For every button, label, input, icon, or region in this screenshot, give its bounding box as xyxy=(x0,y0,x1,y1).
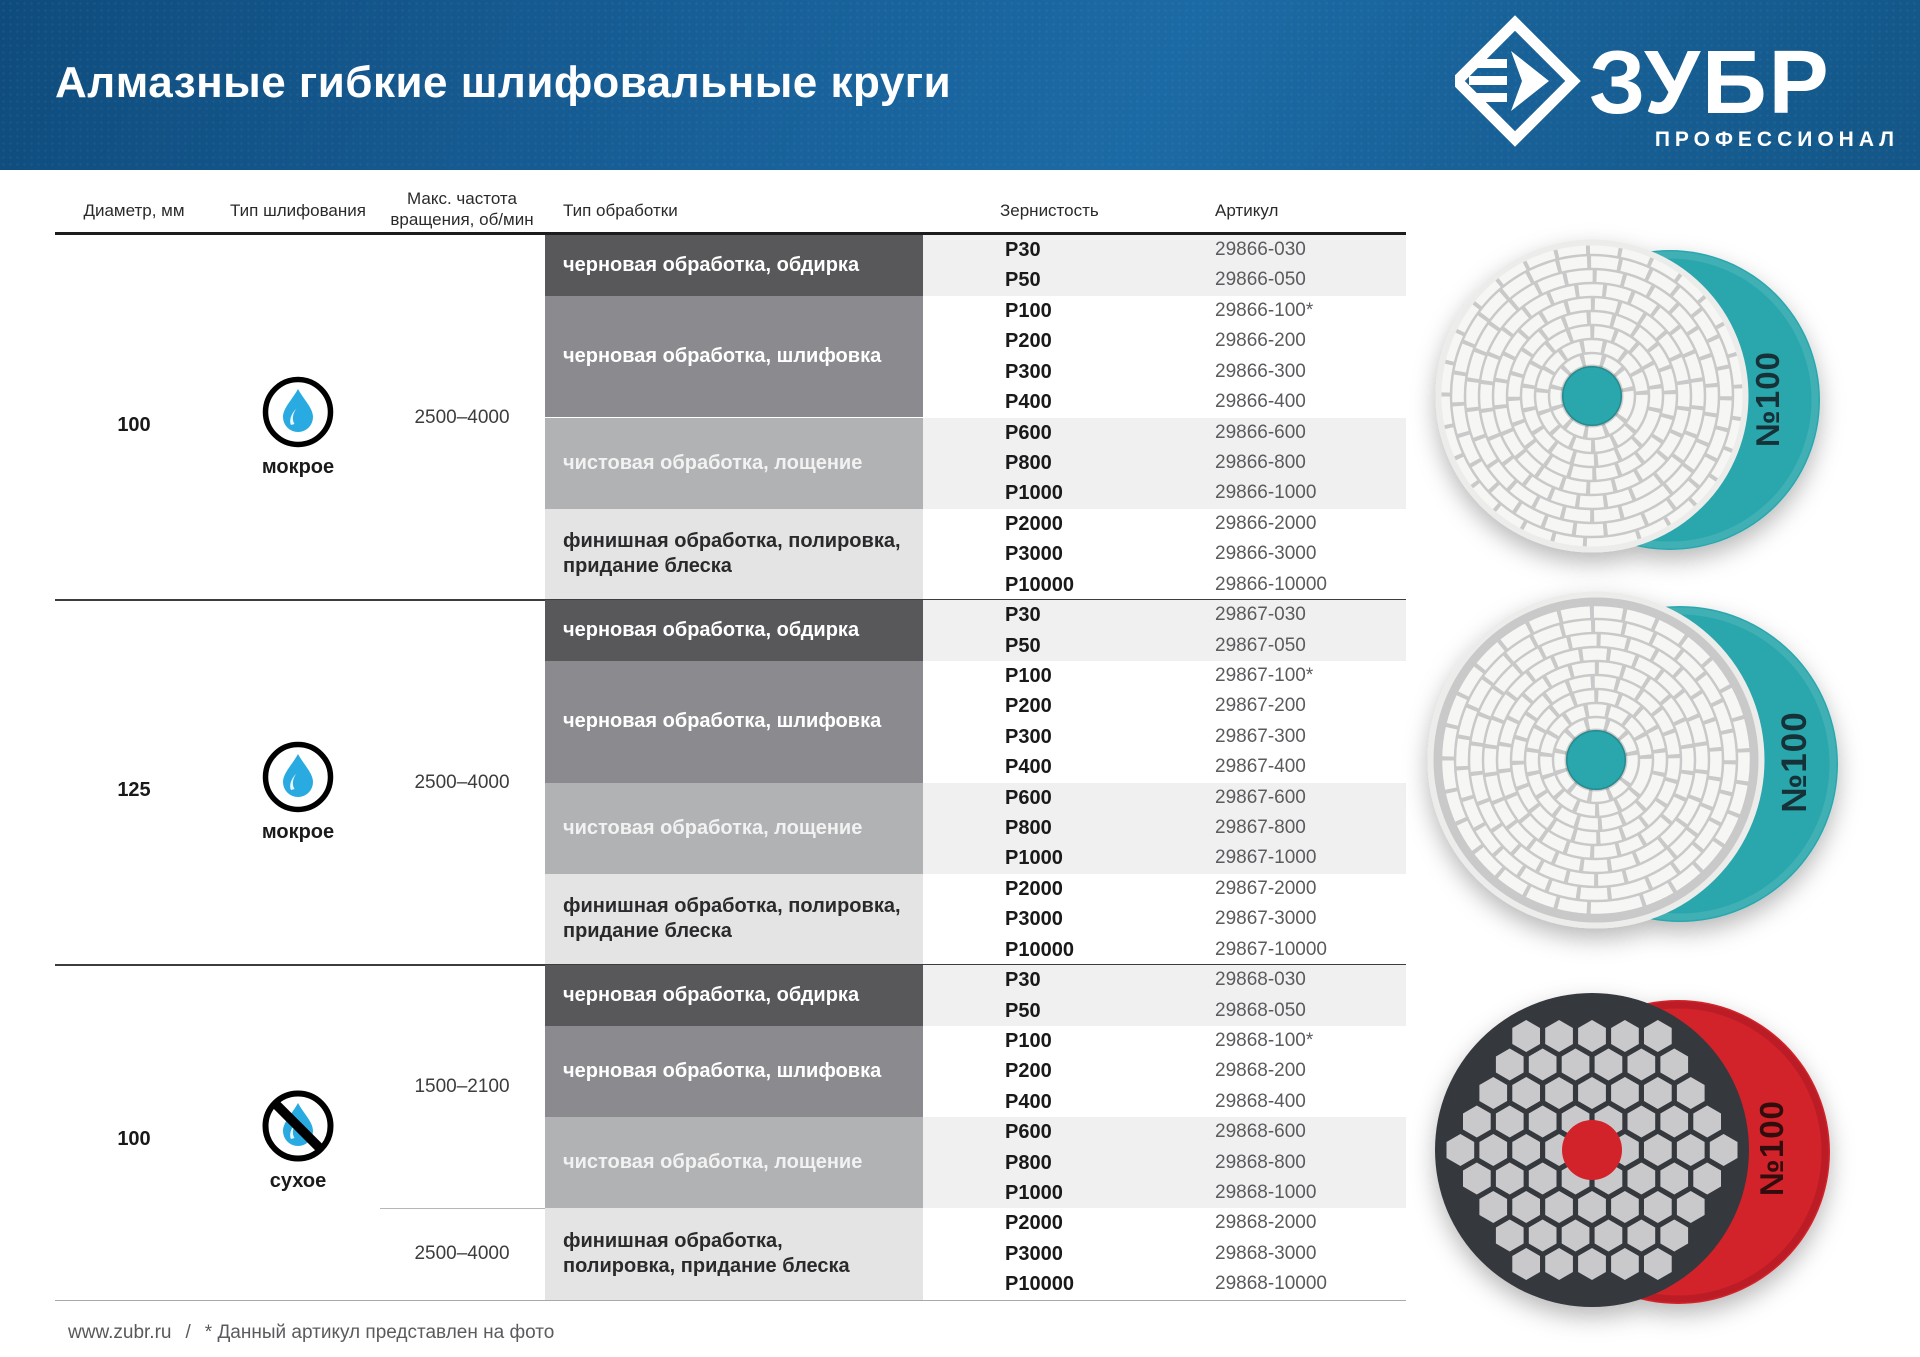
brand-text: ЗУБР xyxy=(1589,33,1831,133)
sku-value: 29868-800 xyxy=(1215,1151,1306,1173)
grit-value: P100 xyxy=(1005,664,1052,687)
sku-value: 29866-800 xyxy=(1215,451,1306,473)
product-image-dry-pad xyxy=(1435,993,1830,1307)
grit-value: P800 xyxy=(1005,817,1052,839)
column-header-grind-type: Тип шлифования xyxy=(230,201,366,220)
grit-value: P800 xyxy=(1005,451,1052,474)
sku-value: 29867-800 xyxy=(1215,817,1306,838)
sku-value: 29868-600 xyxy=(1215,1121,1306,1143)
grit-value: P3000 xyxy=(1005,1242,1063,1265)
grit-value: P3000 xyxy=(1005,908,1063,931)
processing-type-label: черновая обработка, обдирка xyxy=(563,983,860,1006)
sku-value: 29867-3000 xyxy=(1215,908,1317,930)
sku-value: 29866-400 xyxy=(1215,391,1306,413)
grit-value: P2000 xyxy=(1005,1212,1063,1235)
processing-type-label: чистовая обработка, лощение xyxy=(563,451,863,474)
grit-value: P10000 xyxy=(1005,938,1074,961)
processing-type-label: финишная обработка, полировка, xyxy=(563,895,901,918)
processing-type-label: черновая обработка, шлифовка xyxy=(563,1060,882,1083)
product-image-wet-pad xyxy=(1427,591,1838,930)
sku-value: 29867-400 xyxy=(1215,756,1306,778)
processing-type-label: черновая обработка, шлифовка xyxy=(563,710,882,733)
sku-value: 29868-1000 xyxy=(1215,1182,1317,1203)
footer xyxy=(68,1322,554,1344)
grit-value: P600 xyxy=(1005,786,1052,809)
processing-type-label: финишная обработка, xyxy=(563,1230,783,1253)
processing-type-label: чистовая обработка, лощение xyxy=(563,816,863,839)
max-frequency-value: 2500–4000 xyxy=(414,1243,510,1265)
grit-value: P400 xyxy=(1005,391,1052,414)
sku-value: 29867-100* xyxy=(1215,664,1314,686)
sku-value: 29868-030 xyxy=(1215,969,1306,991)
pad-badge: №100 xyxy=(1749,351,1786,447)
sku-value: 29868-400 xyxy=(1215,1090,1306,1112)
sku-value: 29866-3000 xyxy=(1215,543,1317,565)
sku-value: 29867-050 xyxy=(1215,634,1306,656)
grit-value: P200 xyxy=(1005,695,1052,718)
grit-value: P30 xyxy=(1005,604,1041,626)
grit-value: P10000 xyxy=(1005,573,1074,596)
max-frequency-value: 2500–4000 xyxy=(414,406,510,428)
column-header-max-frequency-line1: Макс. частота xyxy=(407,189,517,208)
grit-value: P30 xyxy=(1005,239,1041,261)
grit-value: P10000 xyxy=(1005,1273,1074,1296)
sku-value: 29868-050 xyxy=(1215,999,1306,1021)
grit-value: P600 xyxy=(1005,421,1052,444)
diameter-value: 125 xyxy=(117,778,151,801)
sku-value: 29867-300 xyxy=(1215,725,1306,747)
sku-value: 29866-2000 xyxy=(1215,512,1317,534)
sku-value: 29867-2000 xyxy=(1215,877,1317,899)
processing-type-label: полировка, придание блеска xyxy=(563,1255,850,1278)
grit-value: P200 xyxy=(1005,330,1052,353)
sku-value: 29866-030 xyxy=(1215,239,1306,260)
processing-type-label: чистовая обработка, лощение xyxy=(563,1151,863,1174)
sku-value: 29866-100* xyxy=(1215,299,1314,321)
grit-value: P600 xyxy=(1005,1121,1052,1144)
grit-value: P2000 xyxy=(1005,512,1063,535)
sku-value: 29866-1000 xyxy=(1215,482,1317,504)
brand-subtitle: ПРОФЕССИОНАЛ xyxy=(1654,128,1899,151)
sku-value: 29866-050 xyxy=(1215,269,1306,291)
sku-value: 29867-1000 xyxy=(1215,847,1317,869)
column-header-processing: Тип обработки xyxy=(563,201,678,220)
sku-value: 29868-200 xyxy=(1215,1060,1306,1082)
grit-value: P100 xyxy=(1005,299,1052,322)
product-image-wet-pad xyxy=(1423,227,1820,566)
pad-badge: №100 xyxy=(1753,1100,1790,1196)
grind-type-label: мокрое xyxy=(261,820,335,843)
grit-value: P50 xyxy=(1005,269,1041,292)
processing-type-label: черновая обработка, обдирка xyxy=(563,618,860,641)
processing-type-label: финишная обработка, полировка, xyxy=(563,530,901,553)
max-frequency-value: 1500–2100 xyxy=(414,1075,510,1097)
sku-value: 29868-100* xyxy=(1215,1029,1314,1051)
footer-separator: / xyxy=(185,1322,191,1343)
grit-value: P200 xyxy=(1005,1060,1052,1083)
sku-value: 29867-200 xyxy=(1215,695,1306,717)
column-header-max-frequency-line2: вращения, об/мин xyxy=(390,210,534,229)
column-header-grit: Зернистость xyxy=(1000,201,1099,220)
sku-value: 29866-300 xyxy=(1215,360,1306,382)
processing-type-label: придание блеска xyxy=(563,555,732,578)
sku-value: 29866-10000 xyxy=(1215,573,1327,595)
sku-value: 29866-200 xyxy=(1215,330,1306,352)
diameter-value: 100 xyxy=(117,413,151,436)
grit-value: P1000 xyxy=(1005,847,1063,870)
grind-type-label: сухое xyxy=(269,1170,327,1193)
footer-url: www.zubr.ru xyxy=(68,1322,172,1343)
page-title: Алмазные гибкие шлифовальные круги xyxy=(55,58,952,107)
grit-value: P400 xyxy=(1005,756,1052,779)
grind-type-label: мокрое xyxy=(261,455,335,478)
sku-value: 29867-030 xyxy=(1215,604,1306,625)
pad-center-hole xyxy=(1562,1120,1622,1180)
grit-value: P400 xyxy=(1005,1090,1052,1113)
processing-type-label: черновая обработка, шлифовка xyxy=(563,345,882,368)
processing-type-label: черновая обработка, обдирка xyxy=(563,253,860,276)
grit-value: P50 xyxy=(1005,634,1041,657)
max-frequency-value: 2500–4000 xyxy=(414,771,510,793)
processing-type-label: придание блеска xyxy=(563,920,732,943)
grit-value: P800 xyxy=(1005,1151,1052,1174)
sku-value: 29866-600 xyxy=(1215,421,1306,443)
sku-value: 29868-3000 xyxy=(1215,1242,1317,1264)
sku-value: 29868-10000 xyxy=(1215,1273,1327,1295)
grit-value: P300 xyxy=(1005,725,1052,748)
grit-value: P30 xyxy=(1005,969,1041,992)
diameter-value: 100 xyxy=(117,1128,151,1151)
grit-value: P3000 xyxy=(1005,543,1063,566)
pad-badge: №100 xyxy=(1775,711,1814,813)
grit-value: P50 xyxy=(1005,999,1041,1022)
grit-value: P1000 xyxy=(1005,482,1063,505)
sku-value: 29867-10000 xyxy=(1215,938,1327,960)
footer-note: * Данный артикул представлен на фото xyxy=(204,1322,555,1343)
grit-value: P100 xyxy=(1005,1029,1052,1052)
sku-value: 29868-2000 xyxy=(1215,1212,1317,1234)
grit-value: P2000 xyxy=(1005,877,1063,900)
grit-value: P300 xyxy=(1005,360,1052,383)
grit-value: P1000 xyxy=(1005,1182,1063,1204)
sku-value: 29867-600 xyxy=(1215,786,1306,808)
column-header-diameter: Диаметр, мм xyxy=(83,201,185,220)
column-header-sku: Артикул xyxy=(1215,201,1279,220)
